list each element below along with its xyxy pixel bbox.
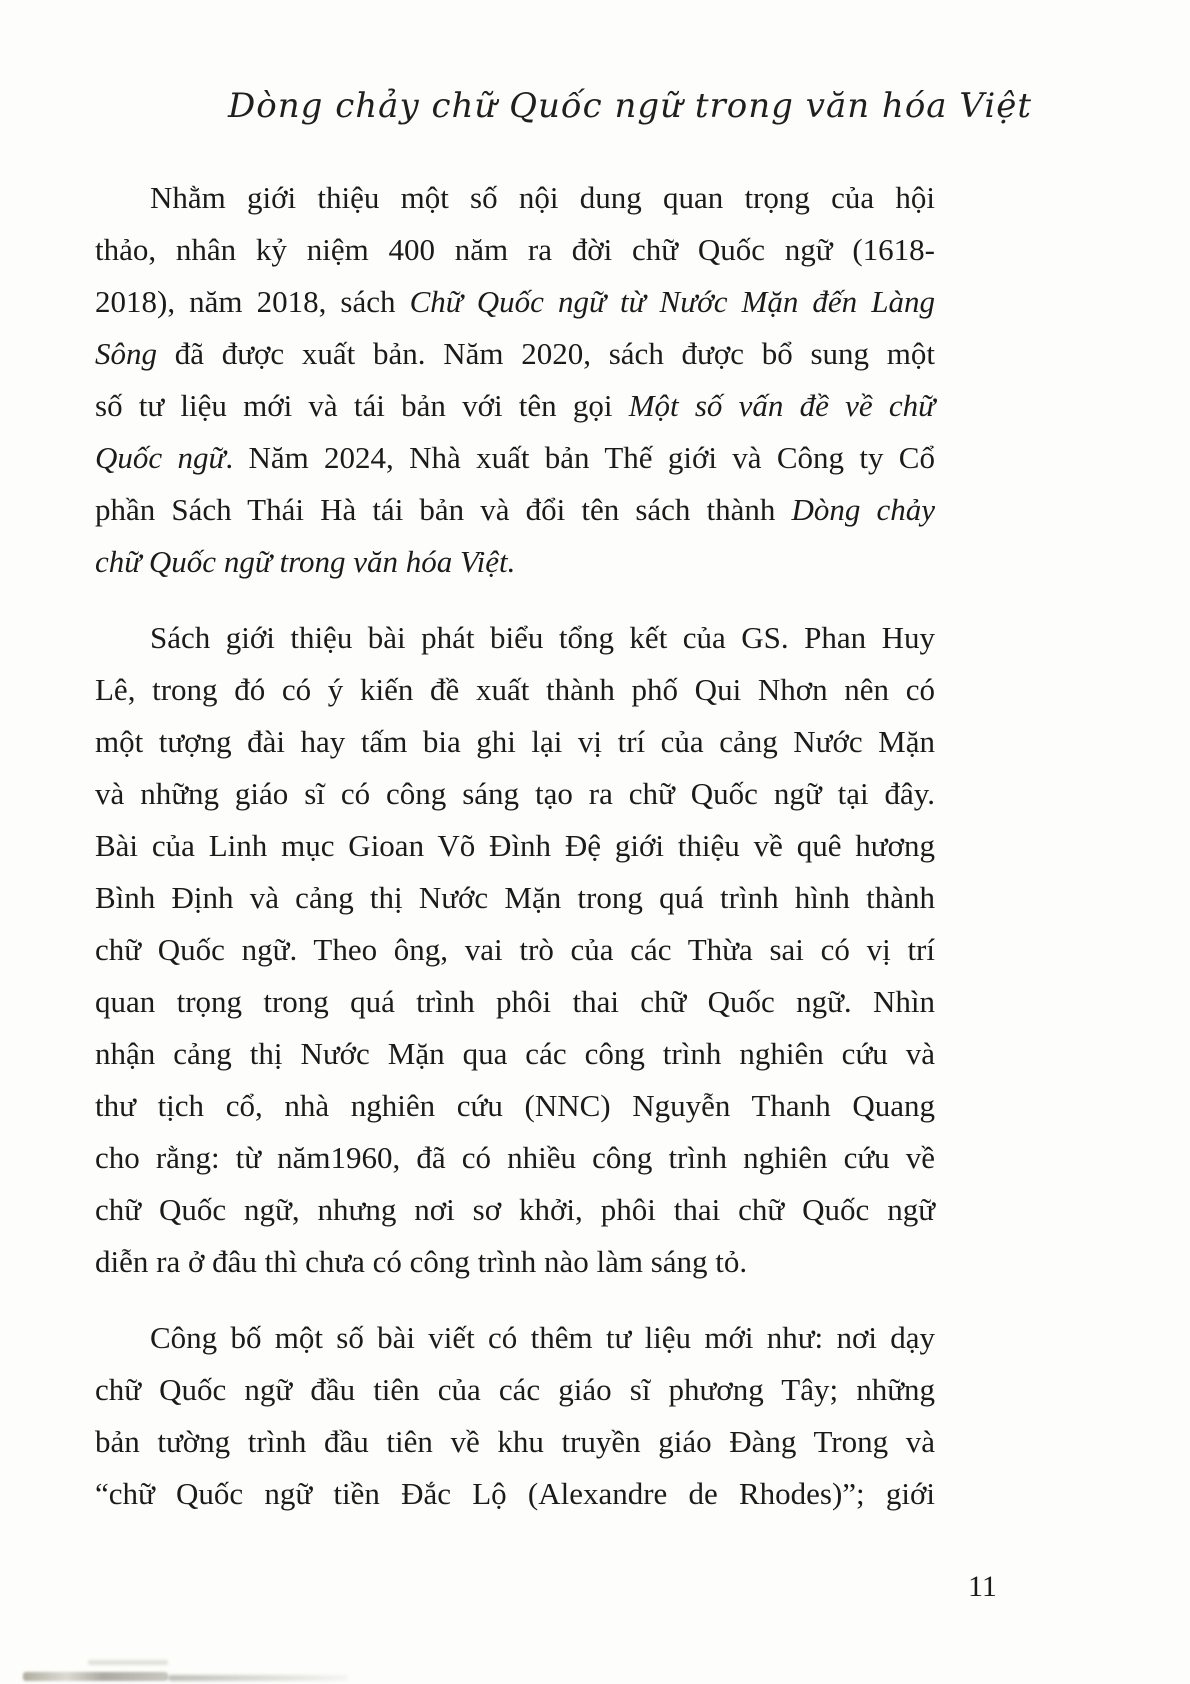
text-segment: một tượng đài hay tấm bia ghi lại vị trí của cảng Nước Mặn [95, 724, 935, 759]
text-line [95, 976, 935, 1028]
text-segment: Nhằm giới thiệu một số nội dung quan trọng của hội [150, 180, 935, 215]
text-line [95, 536, 935, 588]
text-line [95, 276, 935, 328]
text-segment: phần Sách Thái Hà tái bản và đổi tên sách thành [95, 492, 792, 527]
text-line [95, 484, 935, 536]
text-segment: số tư liệu mới và tái bản với tên gọi [95, 388, 629, 423]
text-line [95, 820, 935, 872]
text-line [95, 716, 935, 768]
text-segment: bản tường trình đầu tiên về khu truyền giáo Đàng Trong và [95, 1424, 935, 1459]
text-segment: và những giáo sĩ có công sáng tạo ra chữ Quốc ngữ tại đây. [95, 776, 935, 811]
text-line [95, 1312, 935, 1364]
paragraph [95, 172, 935, 588]
text-segment: “chữ Quốc ngữ tiền Đắc Lộ (Alexandre de Rhodes)”; giới [95, 1476, 935, 1511]
text-segment: Công bố một số bài viết có thêm tư liệu mới như: nơi dạy [150, 1320, 935, 1355]
text-segment: quan trọng trong quá trình phôi thai chữ Quốc ngữ. Nhìn [95, 984, 935, 1019]
text-segment: Sông [95, 336, 157, 371]
text-segment: diễn ra ở đâu thì chưa có công trình nào làm sáng tỏ. [95, 1244, 748, 1279]
text-line [95, 768, 935, 820]
scan-artifact-smudge [23, 1672, 168, 1681]
text-segment: Bình Định và cảng thị Nước Mặn trong quá trình hình thành [95, 880, 935, 915]
text-line [95, 328, 935, 380]
running-header: Dòng chảy chữ Quốc ngữ trong văn hóa Việt [228, 86, 1032, 126]
text-segment: 2018), năm 2018, sách [95, 284, 410, 319]
text-segment: Chữ Quốc ngữ từ Nước Mặn đến Làng [409, 284, 936, 319]
text-line [95, 224, 935, 276]
text-segment: chữ Quốc ngữ đầu tiên của các giáo sĩ phương Tây; những [95, 1372, 935, 1407]
text-line [95, 1236, 935, 1288]
text-block [95, 172, 935, 1544]
text-line [95, 1132, 935, 1184]
text-line [95, 1364, 935, 1416]
text-line [95, 1416, 935, 1468]
text-line [95, 1184, 935, 1236]
page-number: 11 [968, 1570, 997, 1603]
text-line [95, 380, 935, 432]
text-line [95, 872, 935, 924]
text-segment: thảo, nhân kỷ niệm 400 năm ra đời chữ Quốc ngữ (1618- [95, 232, 935, 267]
text-segment: Quốc ngữ [95, 440, 226, 475]
text-line [95, 172, 935, 224]
text-segment: nhận cảng thị Nước Mặn qua các công trình nghiên cứu và [95, 1036, 935, 1071]
text-line [95, 1028, 935, 1080]
text-segment: cho rằng: từ năm1960, đã có nhiều công trình nghiên cứu về [95, 1140, 935, 1175]
paragraph [95, 612, 935, 1288]
text-segment: chữ Quốc ngữ. Theo ông, vai trò của các Thừa sai có vị trí [95, 932, 935, 967]
text-line [95, 1080, 935, 1132]
scan-artifact-speck [88, 1660, 168, 1665]
paragraph [95, 1312, 935, 1520]
text-segment: Một số vấn đề về chữ [628, 388, 935, 423]
text-segment: . Năm 2024, Nhà xuất bản Thế giới và Công ty Cổ [225, 440, 935, 475]
text-segment: đã được xuất bản. Năm 2020, sách được bổ sung một [157, 336, 935, 371]
text-segment: Bài của Linh mục Gioan Võ Đình Đệ giới thiệu về quê hương [95, 828, 935, 863]
text-segment: chữ Quốc ngữ, nhưng nơi sơ khởi, phôi thai chữ Quốc ngữ [95, 1192, 935, 1227]
text-line [95, 664, 935, 716]
text-segment: thư tịch cổ, nhà nghiên cứu (NNC) Nguyễn Thanh Quang [95, 1088, 935, 1123]
text-segment: chữ Quốc ngữ trong văn hóa Việt. [95, 544, 516, 579]
text-segment: Sách giới thiệu bài phát biểu tổng kết của GS. Phan Huy [150, 620, 935, 655]
text-line [95, 612, 935, 664]
text-segment: Lê, trong đó có ý kiến đề xuất thành phố Qui Nhơn nên có [95, 672, 935, 707]
text-line [95, 432, 935, 484]
scan-artifact-smudge-2 [168, 1675, 348, 1681]
text-segment: Dòng chảy [791, 492, 936, 527]
text-line [95, 924, 935, 976]
text-line [95, 1468, 935, 1520]
